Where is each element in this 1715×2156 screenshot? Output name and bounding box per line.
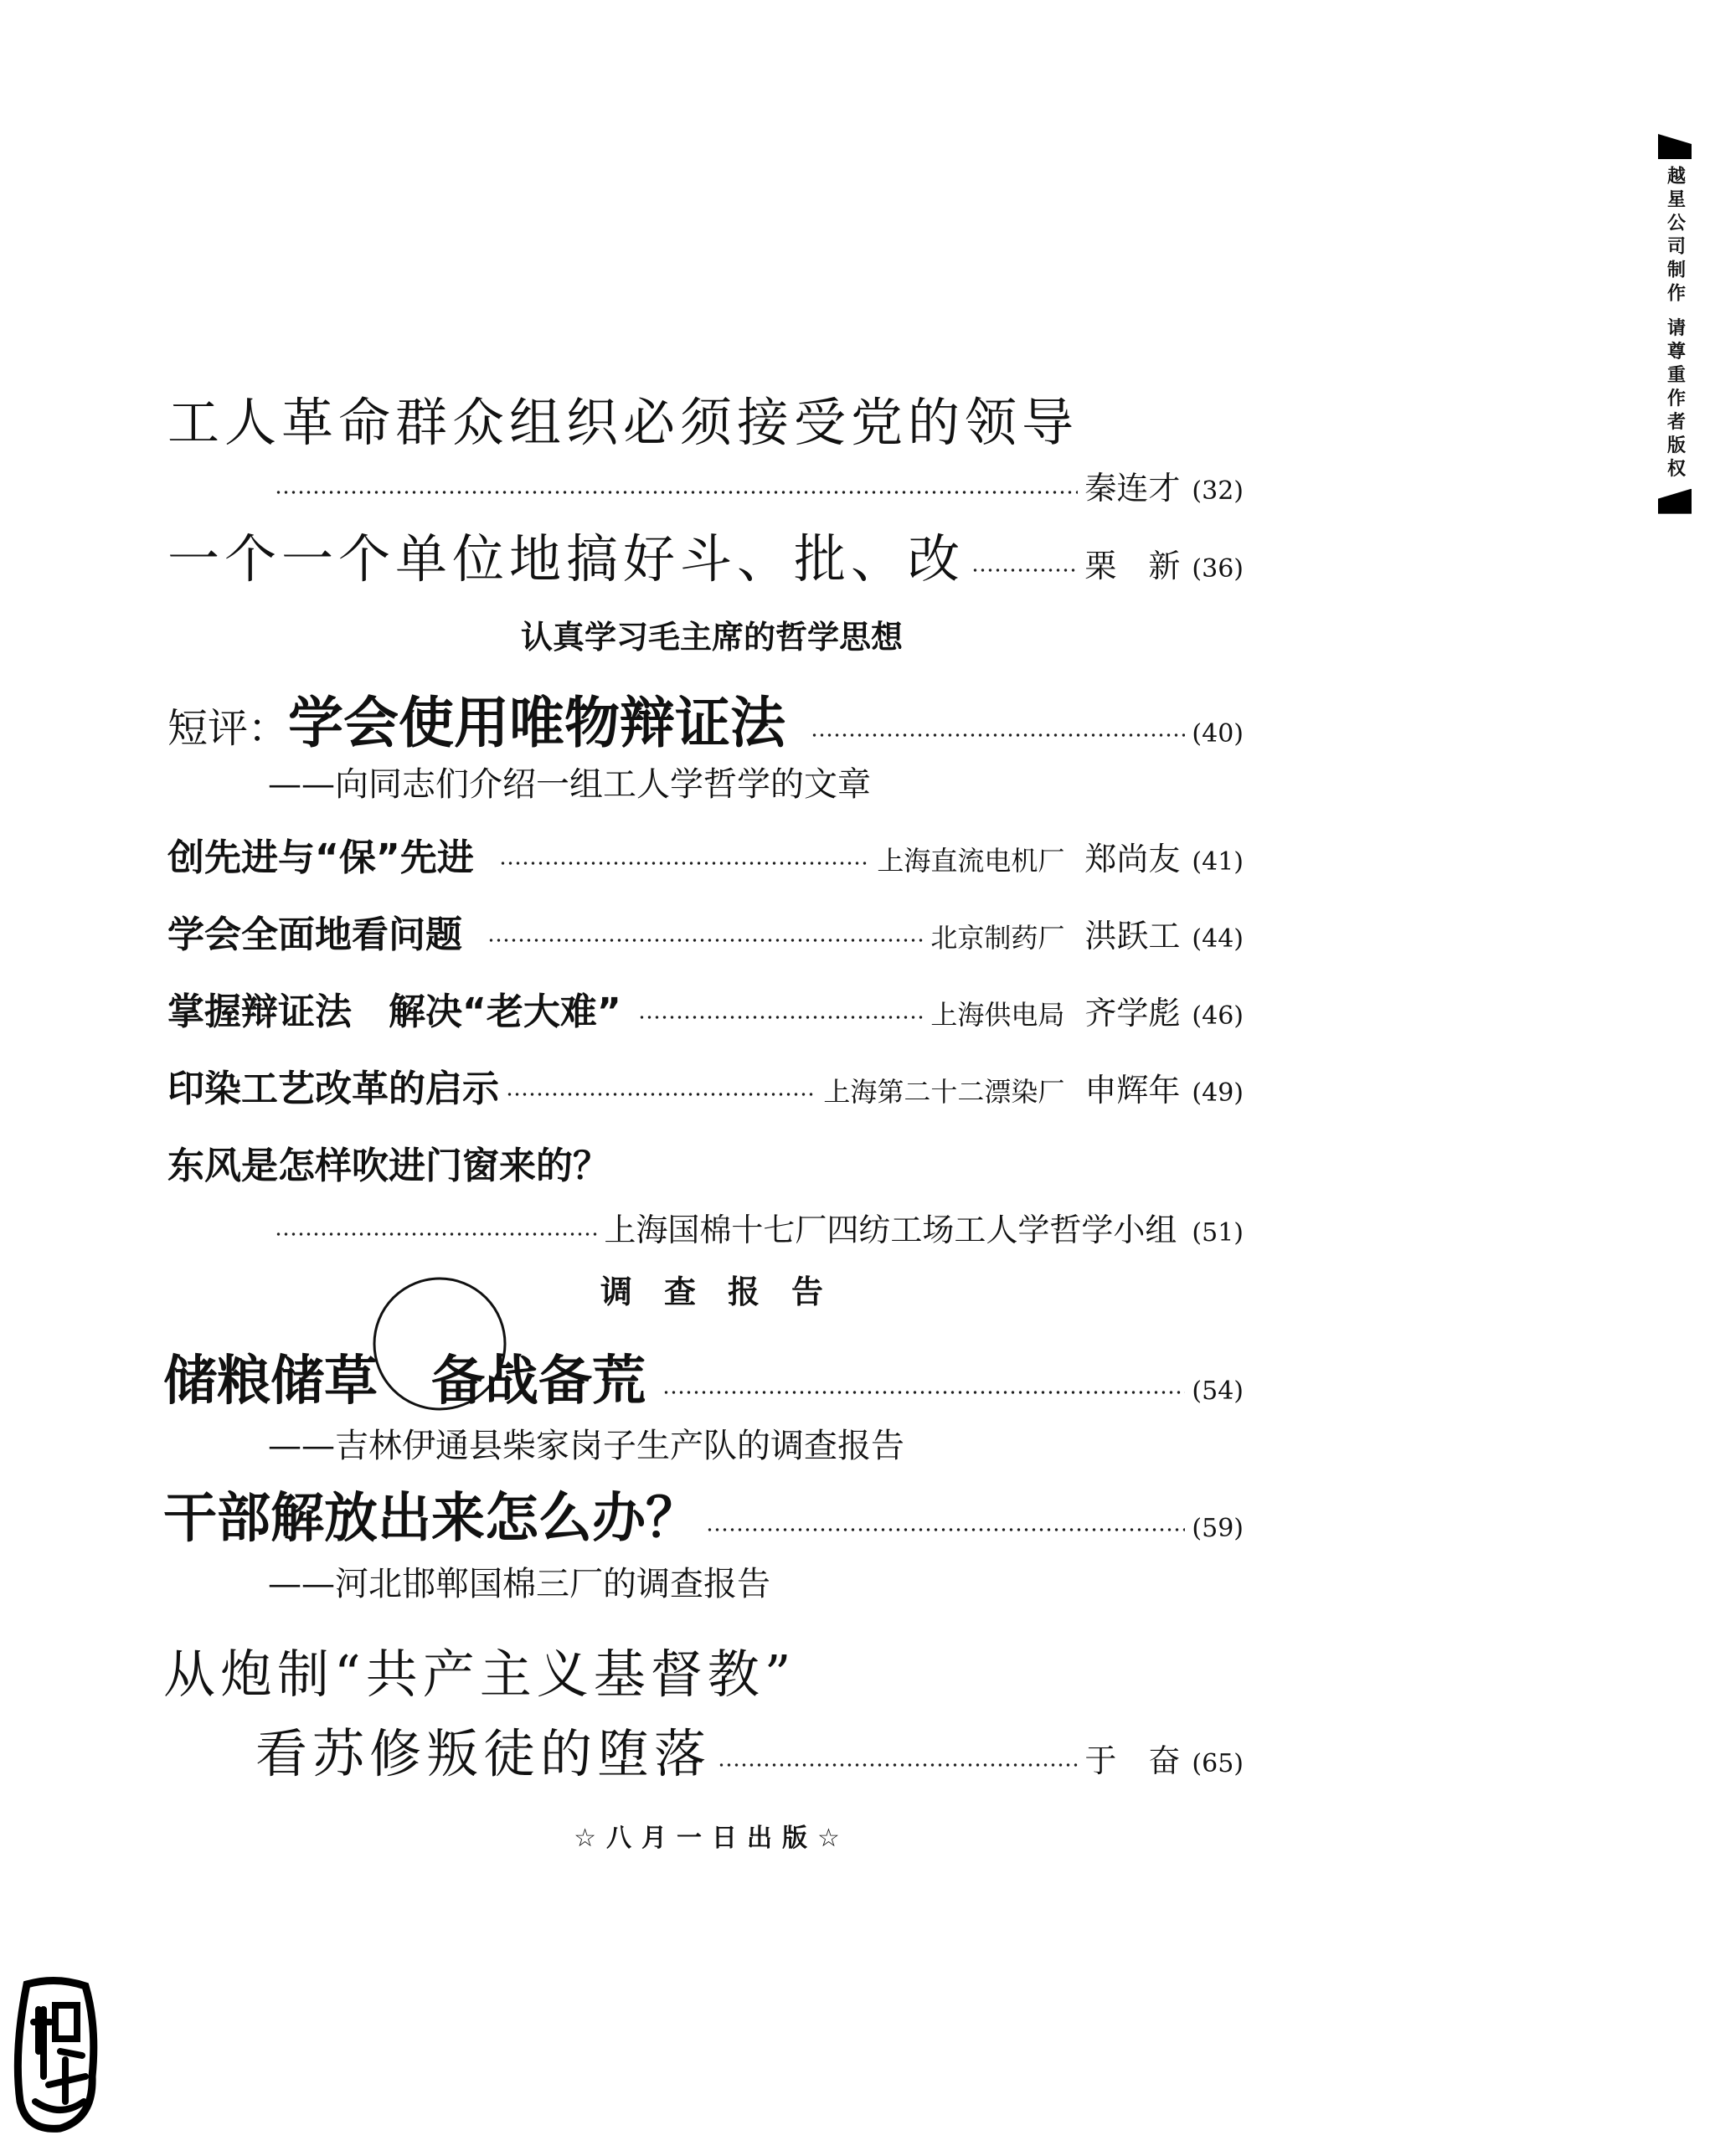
article-page: (44) [1192,924,1244,954]
entry-page: (32) [1192,476,1244,506]
commentary-subtitle: ——向同志们介绍一组工人学哲学的文章 [268,765,871,804]
article-page: (46) [1192,1001,1244,1031]
article-unit: 上海国棉十七厂四纺工场工人学哲学小组 [604,1212,1177,1248]
dot-leader [487,939,924,942]
article-author: 洪跃工 [1084,918,1181,955]
article-page: (49) [1192,1078,1244,1108]
article-unit: 北京制药厂 [930,922,1065,954]
seal-logo [10,1976,102,2135]
section-heading: 调 查 报 告 [600,1274,823,1310]
copyright-text: 越星公司制作 请尊重作者版权 [1664,166,1686,482]
article-unit: 上海第二十二漂染厂 [823,1076,1065,1108]
strip-bottom-bar [1658,489,1692,514]
entry-leader-row [268,462,1244,508]
entry-row [255,1712,1244,1787]
dot-leader [638,1016,924,1019]
report-row [163,1475,1244,1552]
entry-author: 于 奋 [1084,1742,1181,1779]
entry-title: 工人革命群众组织必须接受党的领导 [167,392,1079,453]
article-author: 郑尚友 [1084,841,1181,877]
entry-title: 一个一个单位地搞好斗、批、改 [167,528,966,589]
dot-leader [499,862,871,865]
article-author: 齐学彪 [1084,995,1181,1032]
article-title: 学会全面地看问题 [167,913,462,956]
commentary-prefix: 短评： [167,705,289,752]
entry-author: 栗 新 [1084,548,1181,584]
article-author: 申辉年 [1084,1072,1181,1109]
dot-leader [275,491,1078,494]
entry-row [167,517,1244,592]
dot-leader [506,1093,816,1096]
article-title: 印染工艺改革的启示 [167,1068,499,1110]
dot-leader [662,1391,1185,1394]
report-subtitle: ——河北邯郸国棉三厂的调查报告 [268,1565,770,1603]
entry-page: (36) [1192,554,1244,584]
article-row [167,1058,1244,1112]
dot-leader [718,1763,1078,1767]
report-page: (54) [1192,1376,1244,1406]
article-unit: 上海供电局 [930,999,1065,1031]
dot-leader [275,1232,597,1236]
article-unit: 上海直流电机厂 [877,845,1065,877]
entry-author: 秦连才 [1084,470,1181,507]
commentary-title: 学会使用唯物辩证法 [288,691,786,755]
publication-date: ☆八月一日出版☆ [574,1824,850,1853]
article-title: 东风是怎样吹进门窗来的？ [167,1145,610,1187]
report-subtitle: ——吉林伊通县柴家岗子生产队的调查报告 [268,1427,904,1465]
report-title: 储粮储草 备战备荒 [163,1351,646,1412]
copyright-strip [1656,134,1693,514]
dot-leader [706,1528,1185,1531]
dot-leader [811,733,1185,737]
article-leader-row [268,1204,1244,1250]
article-title: 掌握辩证法 解决“老大难” [167,991,621,1033]
article-page: (41) [1192,847,1244,877]
article-page: (51) [1192,1218,1244,1248]
report-page: (59) [1192,1514,1244,1543]
entry-title-line1: 从炮制“共产主义基督教” [163,1644,796,1705]
entry-title-line2: 看苏修叛徒的堕落 [255,1723,712,1784]
article-row [167,827,1244,881]
report-row [163,1338,1244,1415]
entry-page: (65) [1192,1749,1244,1778]
commentary-row [167,678,1244,758]
article-row [167,981,1244,1035]
section-heading: 认真学习毛主席的哲学思想 [520,619,903,656]
article-row [167,904,1244,958]
article-title: 创先进与“保”先进 [167,836,474,879]
report-title: 干部解放出来怎么办？ [163,1488,699,1550]
strip-top-bar [1658,134,1692,159]
dot-leader [971,569,1078,572]
commentary-page: (40) [1192,719,1244,749]
